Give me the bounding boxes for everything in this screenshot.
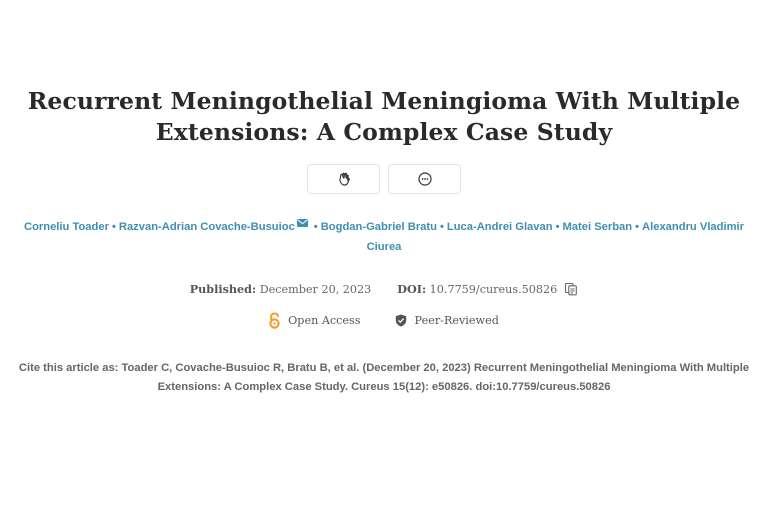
article-title-line-1: Recurrent Meningothelial Meningioma With Multiple xyxy=(27,87,741,115)
doi-value: 10.7759/cureus.50826 xyxy=(429,282,558,296)
author-link[interactable]: Alexandru Vladimir Ciurea xyxy=(366,221,745,253)
copy-icon[interactable] xyxy=(564,282,578,296)
peer-reviewed-badge xyxy=(395,314,499,327)
open-access-icon xyxy=(269,312,280,329)
mail-icon[interactable] xyxy=(297,219,308,227)
doi-label: DOI: xyxy=(397,282,427,296)
published-date xyxy=(190,282,372,296)
published-value: December 20, 2023 xyxy=(259,283,372,296)
clap-icon xyxy=(336,171,352,187)
citation-line-2: Extensions: A Complex Case Study. Cureus 15(12): e50826. doi:10.7759/cureus.50826 xyxy=(157,381,611,393)
author-separator: • xyxy=(635,221,640,233)
author-link[interactable]: Luca-Andrei Glavan xyxy=(446,221,553,233)
author-link[interactable]: Matei Serban xyxy=(562,221,633,233)
citation xyxy=(0,359,768,397)
author-link[interactable]: Corneliu Toader xyxy=(23,221,109,233)
doi xyxy=(397,282,578,296)
article-badges xyxy=(0,312,768,329)
author-separator: • xyxy=(111,221,116,233)
published-label: Published: xyxy=(189,282,257,296)
comment-icon xyxy=(417,171,433,187)
author-separator: • xyxy=(555,221,560,233)
article-meta xyxy=(0,282,768,296)
open-access-label: Open Access xyxy=(288,314,361,327)
article-actions xyxy=(307,164,461,194)
author-link[interactable]: Razvan-Adrian Covache-Busuioc xyxy=(118,221,295,233)
shield-check-icon xyxy=(395,314,407,327)
open-access-badge xyxy=(269,312,360,329)
comment-button[interactable] xyxy=(388,164,461,194)
author-separator: • xyxy=(439,221,444,233)
author-separator: • xyxy=(313,221,318,233)
article-title-line-2: Extensions: A Complex Case Study xyxy=(155,118,613,146)
citation-line-1: Cite this article as: Toader C, Covache-Busuioc R, Bratu B, et al. (December 20, 2023) Recurrent Meningothelial Meningioma With Multiple xyxy=(18,362,750,374)
author-link[interactable]: Bogdan-Gabriel Bratu xyxy=(320,221,437,233)
clap-button[interactable] xyxy=(307,164,380,194)
author-list xyxy=(8,217,760,257)
peer-reviewed-label: Peer-Reviewed xyxy=(414,314,499,327)
article-title xyxy=(0,86,768,148)
